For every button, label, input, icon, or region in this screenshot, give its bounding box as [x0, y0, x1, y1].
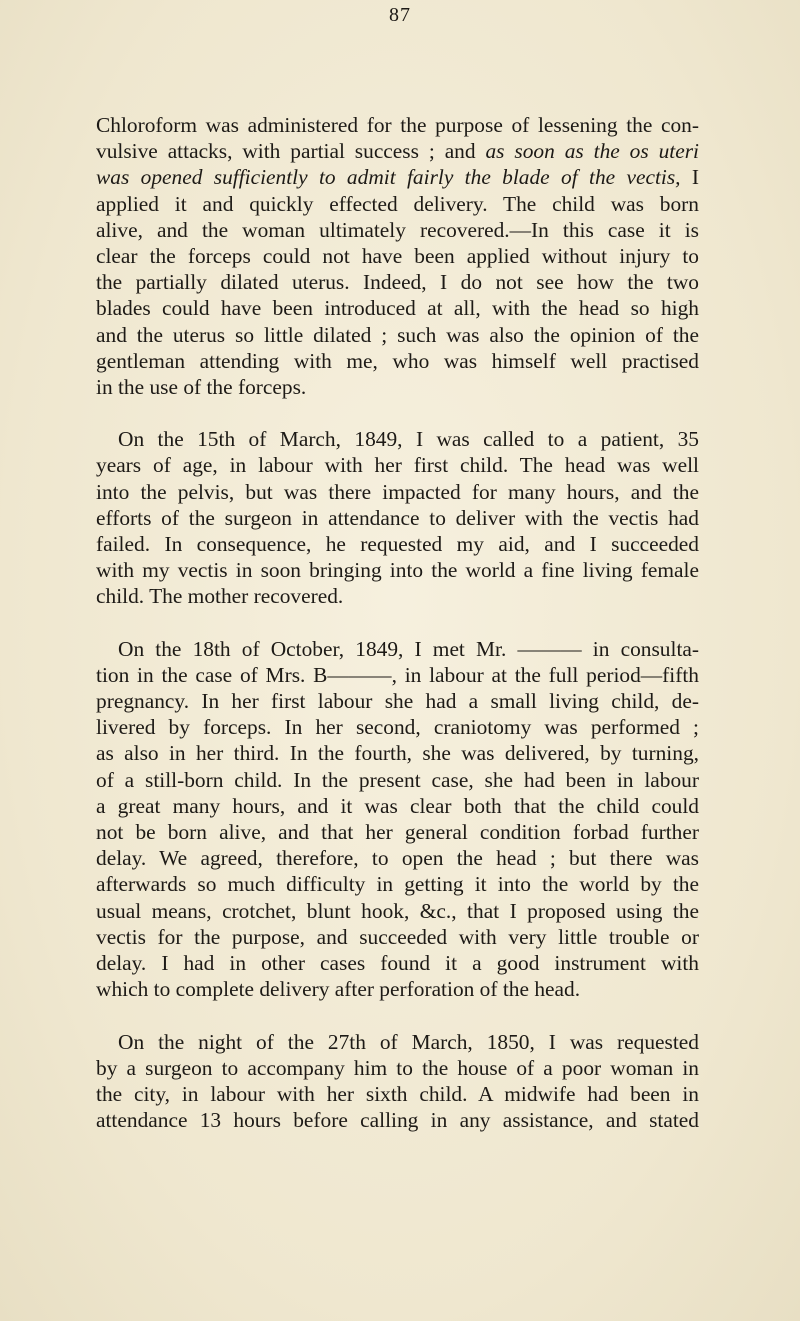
paragraph-3: [96, 636, 699, 1003]
paragraph-4: [96, 1029, 699, 1134]
text-line: afterwards so much difficulty in getting it into the world by the: [96, 872, 699, 897]
text-line: of a still-born child. In the present case, she had been in labour: [96, 767, 699, 792]
text-line: the city, in labour with her sixth child. A midwife had been in: [96, 1081, 699, 1106]
text-line: child. The mother recovered.: [96, 584, 344, 609]
text-line: On the night of the 27th of March, 1850, I was requested: [118, 1029, 699, 1054]
page-number: 87: [389, 4, 411, 26]
text-line: which to complete delivery after perforation of the head.: [96, 977, 581, 1002]
text-line: by a surgeon to accompany him to the house of a poor woman in: [96, 1055, 699, 1080]
text-line: vectis for the purpose, and succeeded with very little trouble or: [96, 924, 699, 949]
text-line: clear the forceps could not have been applied without injury to: [96, 244, 699, 269]
text-line: the partially dilated uterus. Indeed, I do not see how the two: [96, 270, 699, 295]
text-line: as also in her third. In the fourth, she was delivered, by turning,: [96, 741, 699, 766]
text-line: a great many hours, and it was clear both that the child could: [96, 793, 699, 818]
text-line: applied it and quickly effected delivery. The child was born: [96, 191, 699, 216]
text-line: pregnancy. In her first labour she had a small living child, de-: [96, 689, 699, 714]
paragraph-2: [96, 426, 699, 609]
text-line: delay. I had in other cases found it a good instrument with: [96, 951, 699, 976]
text-line: not be born alive, and that her general condition forbad further: [96, 820, 699, 845]
body-text: [96, 112, 699, 1159]
text-line: failed. In consequence, he requested my aid, and I succeeded: [96, 532, 699, 557]
paragraph-1: [96, 112, 699, 400]
text-line: into the pelvis, but was there impacted for many hours, and the: [96, 479, 699, 504]
text-line: vulsive attacks, with partial success ; and as soon as the os uteri: [96, 139, 699, 164]
text-line: was opened sufficiently to admit fairly the blade of the vectis, I: [96, 165, 699, 190]
text-line: blades could have been introduced at all, with the head so high: [96, 296, 699, 321]
text-line: tion in the case of Mrs. B———, in labour at the full period—fifth: [96, 662, 699, 687]
text-line: Chloroform was administered for the purpose of lessening the con-: [96, 113, 699, 137]
text-line: and the uterus so little dilated ; such was also the opinion of the: [96, 322, 699, 347]
text-line: On the 18th of October, 1849, I met Mr. ——— in consulta-: [118, 636, 699, 661]
text-line: years of age, in labour with her first child. The head was well: [96, 453, 699, 478]
text-line: in the use of the forceps.: [96, 375, 307, 400]
text-line: On the 15th of March, 1849, I was called to a patient, 35: [118, 427, 699, 452]
text-line: gentleman attending with me, who was himself well practised: [96, 348, 699, 373]
text-line: alive, and the woman ultimately recovered.—In this case it is: [96, 217, 699, 242]
text-line: attendance 13 hours before calling in any assistance, and stated: [96, 1108, 699, 1133]
text-line: livered by forceps. In her second, craniotomy was performed ;: [96, 715, 699, 740]
text-line: delay. We agreed, therefore, to open the head ; but there was: [96, 846, 699, 871]
text-line: with my vectis in soon bringing into the world a fine living female: [96, 558, 699, 583]
text-line: usual means, crotchet, blunt hook, &c., that I proposed using the: [96, 898, 699, 923]
text-line: efforts of the surgeon in attendance to deliver with the vectis had: [96, 505, 699, 530]
